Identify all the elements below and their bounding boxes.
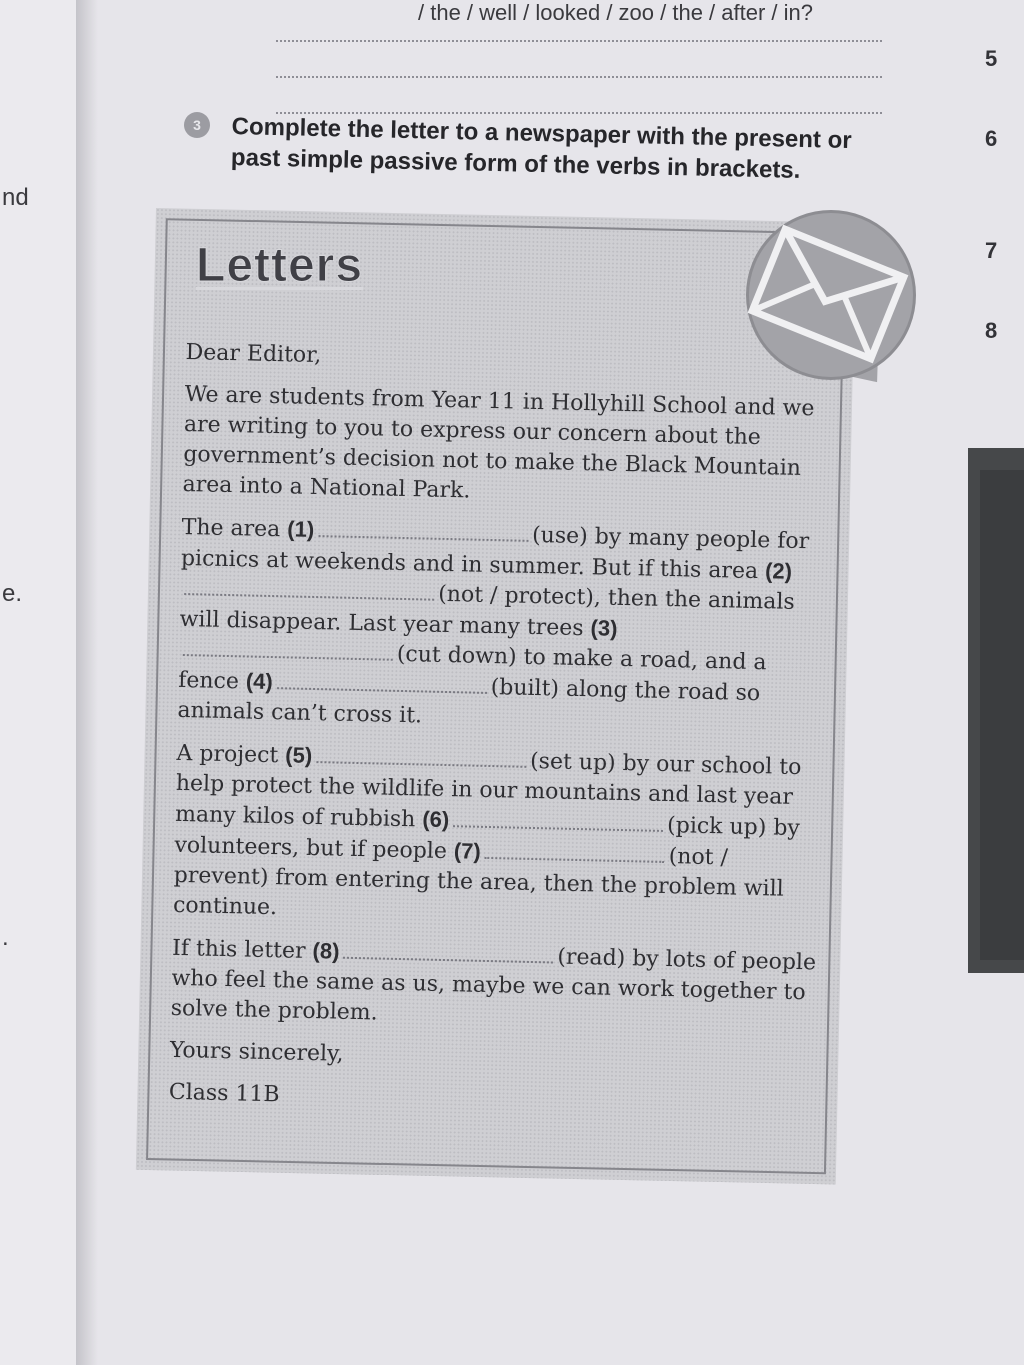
margin-fragment: e. bbox=[2, 580, 23, 607]
previous-exercise-fragment: / the / well / looked / zoo / the / after / in? bbox=[418, 0, 813, 25]
letter-body bbox=[168, 338, 836, 1135]
answer-gap-8[interactable] bbox=[343, 939, 553, 964]
side-number: 8 bbox=[985, 318, 998, 343]
answer-gap-2[interactable] bbox=[184, 575, 434, 601]
side-number: 7 bbox=[985, 238, 998, 263]
gap-number-5: (5) bbox=[285, 742, 313, 768]
facing-page-edge bbox=[0, 0, 77, 1365]
exercise-number-badge: 3 bbox=[184, 112, 210, 138]
answer-gap-5[interactable] bbox=[316, 743, 526, 768]
gap-number-3: (3) bbox=[590, 615, 618, 641]
closing: Yours sincerely, bbox=[169, 1037, 344, 1067]
signature: Class 11B bbox=[168, 1079, 280, 1108]
margin-fragment: nd bbox=[2, 184, 29, 211]
exercise-instruction: Complete the letter to a newspaper with the present or past simple passive form of the verbs in brackets. bbox=[230, 112, 852, 184]
answer-gap-7[interactable] bbox=[485, 839, 665, 863]
answer-gap-3[interactable] bbox=[183, 636, 393, 661]
answer-gap-1[interactable] bbox=[318, 517, 528, 542]
letters-heading: Letters bbox=[196, 239, 364, 292]
answer-line bbox=[276, 112, 882, 114]
gap-number-4: (4) bbox=[245, 668, 274, 695]
side-number: 6 bbox=[985, 126, 998, 151]
side-number: 5 bbox=[985, 46, 998, 71]
gap-number-1: (1) bbox=[287, 516, 315, 542]
paragraph-project: A project (5) (set up) by our school to help protect the wildlife in our mountains and last year many kilos of rubbish (6) (pick up) by volunteers, but if people (7) (not / prevent) from entering the area, then the problem will continue. bbox=[172, 740, 802, 921]
gap-number-2: (2) bbox=[764, 558, 793, 584]
greeting: Dear Editor, bbox=[185, 339, 322, 369]
background-shadow bbox=[968, 448, 1024, 973]
answer-gap-4[interactable] bbox=[277, 669, 487, 694]
answer-line bbox=[276, 40, 882, 42]
paragraph-intro: We are students from Year 11 in Hollyhill School and we are writing to you to express our concern about the government’s decision not to make the Black Mountain area into a National Park. bbox=[182, 381, 815, 504]
margin-fragment: . bbox=[2, 924, 9, 951]
answer-gap-6[interactable] bbox=[453, 807, 663, 832]
book-spine bbox=[76, 0, 98, 1365]
gap-number-8: (8) bbox=[312, 938, 340, 964]
paragraph-area: The area (1) (use) by many people for picnics at weekends and in summer. But if this area (2)(not / protect), then the animals will disappear. Last year many trees (3)(cut down) to make a road, and a fence (4) (built) along the road so animals can’t cross it. bbox=[177, 514, 810, 729]
gap-number-7: (7) bbox=[453, 838, 482, 864]
paragraph-closing-request: If this letter (8) (read) by lots of people who feel the same as us, maybe we can work together to solve the problem. bbox=[170, 935, 817, 1026]
gap-number-6: (6) bbox=[422, 806, 450, 833]
answer-line bbox=[276, 76, 882, 78]
